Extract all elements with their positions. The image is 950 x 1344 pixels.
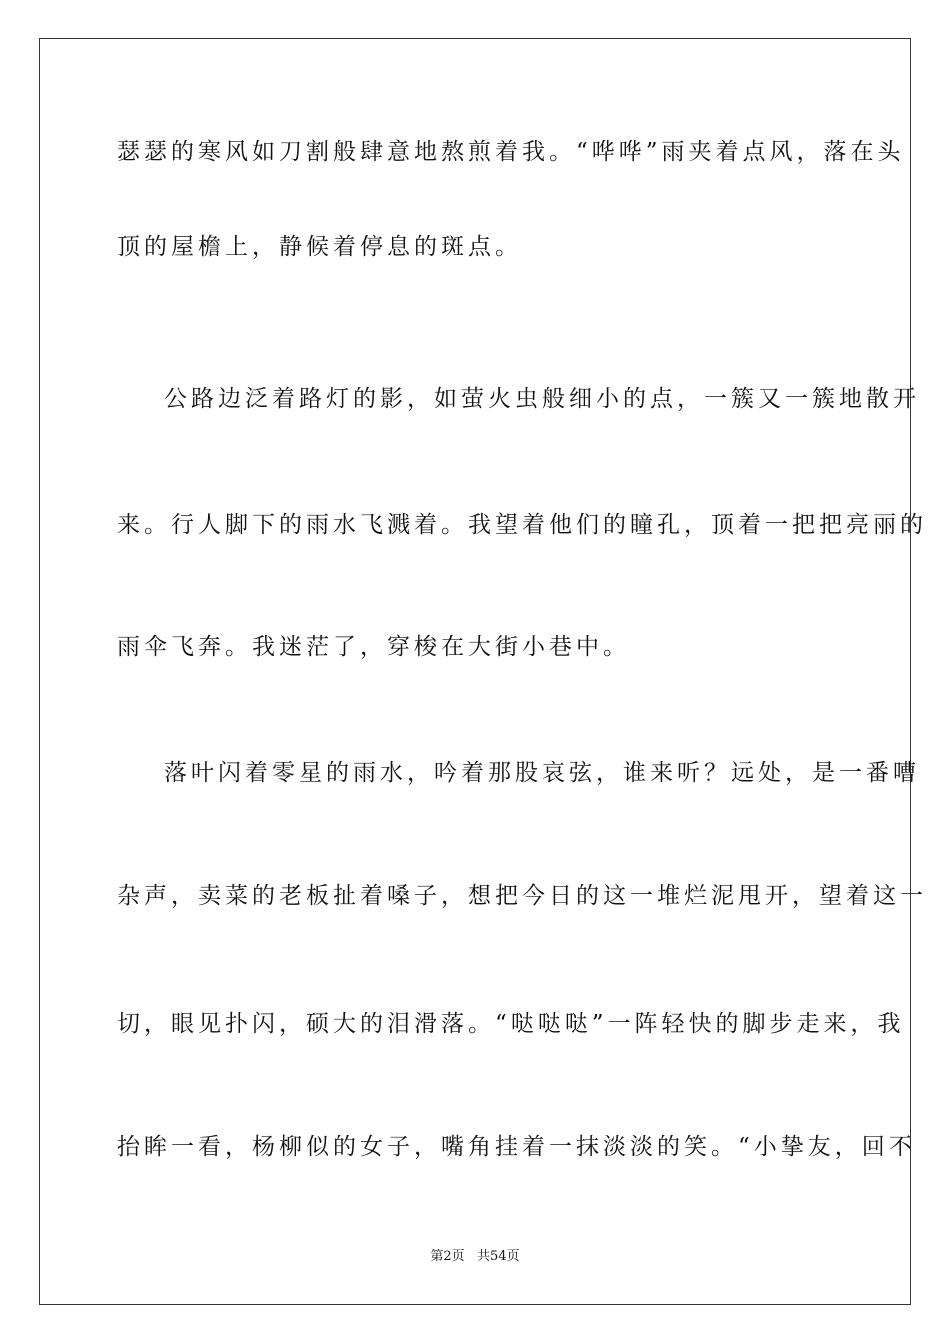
paragraph-line: 抬眸一看，杨柳似的女子，嘴角挂着一抹淡淡的笑。“小挚友，回不	[117, 1134, 916, 1160]
page-border	[39, 38, 927, 1305]
paragraph-line: 落叶闪着零星的雨水，吟着那股哀弦，谁来听？远处，是一番嘈	[164, 760, 920, 786]
paragraph-line: 来。行人脚下的雨水飞溅着。我望着他们的瞳孔，顶着一把把亮丽的	[117, 512, 927, 538]
paragraph-line: 公路边泛着路灯的影，如萤火虫般细小的点，一簇又一簇地散开	[164, 386, 920, 412]
paragraph-line: 瑟瑟的寒风如刀割般肆意地熬煎着我。“哗哗”雨夹着点风，落在头	[117, 139, 905, 165]
page-number-footer: 第2页 共54页	[430, 1249, 520, 1264]
paragraph-line: 杂声，卖菜的老板扯着嗓子，想把今日的这一堆烂泥甩开，望着这一	[117, 883, 927, 909]
paragraph-line: 雨伞飞奔。我迷茫了，穿梭在大街小巷中。	[117, 634, 630, 660]
paragraph-line: 切，眼见扑闪，硕大的泪滑落。“哒哒哒”一阵轻快的脚步走来，我	[117, 1011, 905, 1037]
paragraph-line: 顶的屋檐上，静候着停息的斑点。	[117, 234, 522, 260]
